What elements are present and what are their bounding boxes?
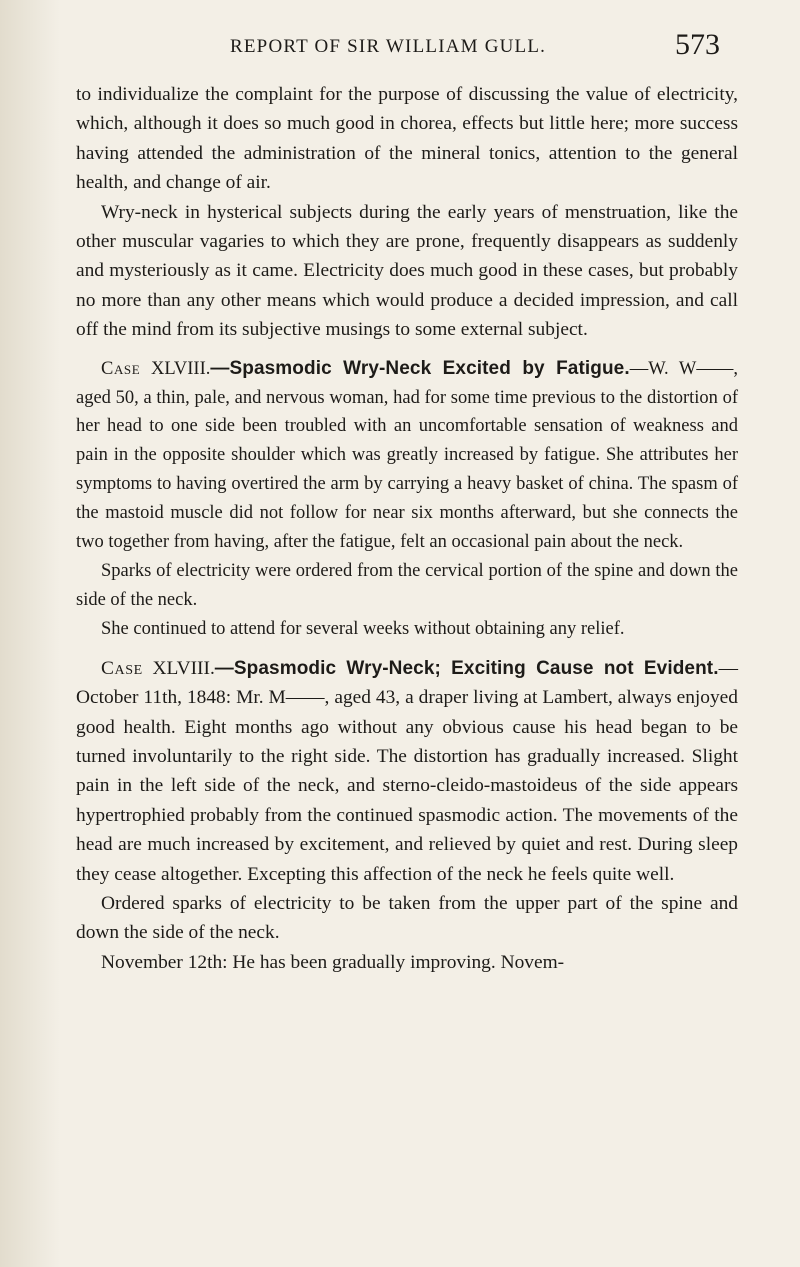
paragraph-text: Sparks of electricity were ordered from the cervical portion of the spine and down the side of the neck. xyxy=(76,561,738,610)
paragraph-text: She continued to attend for several weeks without obtaining any relief. xyxy=(101,618,625,639)
case-heading: —Spasmodic Wry-Neck; Exciting Cause not Evident. xyxy=(214,657,719,679)
paragraph-sparks-ordered xyxy=(76,557,738,615)
case-paragraph-cause-not-evident xyxy=(76,654,738,889)
paragraph-text: Wry-neck in hysterical subjects during the early years of menstruation, like the other muscular vagaries to which they are prone, frequently disappears as suddenly and mysteriously as it came. Electricity does much good in these cases, but probably no more than any other means which would produce a decided impression, and call off the mind from its subjective musings to some external subject. xyxy=(76,201,738,341)
page-number: 573 xyxy=(675,28,720,61)
page-header xyxy=(0,14,800,62)
case-heading: —Spasmodic Wry-Neck Excited by Fatigue. xyxy=(210,357,630,379)
paragraph-november-12 xyxy=(76,948,738,977)
paragraph-text: Ordered sparks of electricity to be taken from the upper part of the spine and down the side of the neck. xyxy=(76,892,738,944)
paragraph-text: November 12th: He has been gradually improving. Novem- xyxy=(101,951,565,973)
case-label: Case xyxy=(101,358,141,379)
running-head: REPORT OF SIR WILLIAM GULL. xyxy=(230,36,547,57)
paragraph-electricity-chorea xyxy=(76,80,738,198)
paragraph-sparks-spine xyxy=(76,889,738,948)
case-paragraph-fatigue xyxy=(76,355,738,557)
case-number: XLVIII. xyxy=(152,657,215,679)
case-label: Case xyxy=(101,657,143,679)
case-text: —October 11th, 1848: Mr. M——, aged 43, a draper living at Lambert, always enjoyed good health. Eight months ago without any obvious cause his head began to be turned involuntarily to the right side. The distortion has gradually increased. Slight pain in the left side of the neck, and sterno-cleido-mastoideus of the side appears hypertrophied probably from the continued spasmodic action. The movements of the head are much increased by excitement, and relieved by quiet and rest. During sleep they cease altogether. Excepting this affection of the neck he feels quite well. xyxy=(76,657,738,885)
case-number: XLVIII. xyxy=(150,358,211,379)
paragraph-no-relief xyxy=(76,615,738,644)
paragraph-text: to individualize the complaint for the purpose of discussing the value of electricity, which, although it does so much good in chorea, effects but little here; more success having attended the administration of the mineral tonics, attention to the general health, and change of air. xyxy=(76,84,738,194)
body-text xyxy=(76,80,738,977)
page-gutter-shadow xyxy=(0,0,60,1267)
paragraph-hysterical-wry-neck xyxy=(76,198,738,345)
case-text: —W. W——, aged 50, a thin, pale, and nervous woman, had for some time previous to the distortion of her head to one side been troubled with an uncomfortable sensation of weakness and pain in the opposite shoulder which was greatly increased by fatigue. She attributes her symptoms to having overtired the arm by carrying a heavy basket of china. The spasm of the mastoid muscle did not follow for near six months afterward, but she connects the two together from having, after the fatigue, felt an occasional pain about the neck. xyxy=(76,358,738,553)
